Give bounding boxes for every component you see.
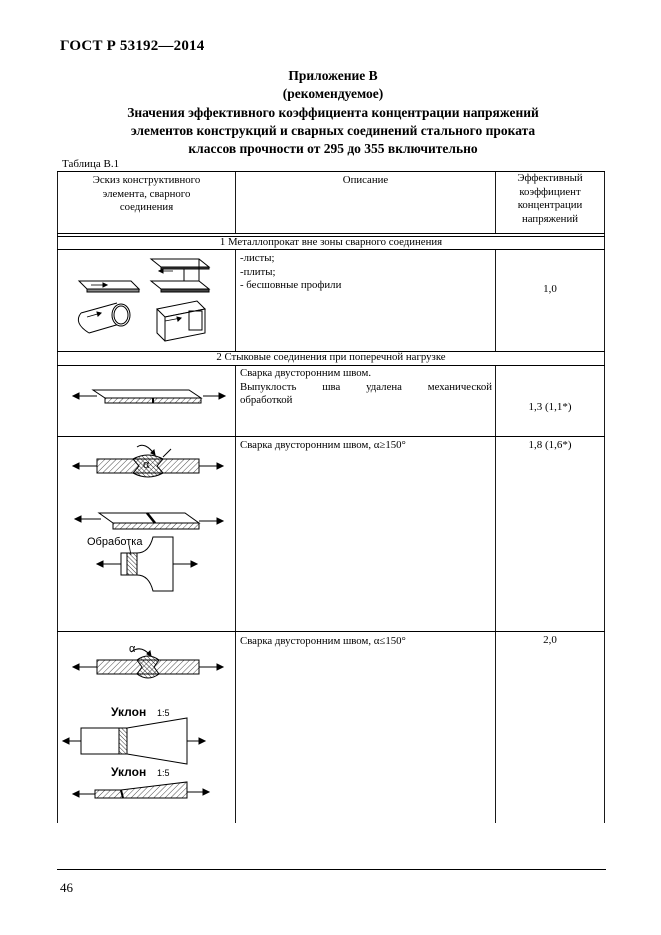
header-description: Описание	[342, 174, 389, 186]
title-line-1: Значения эффективного коэффициента концентрации напряжений	[127, 105, 539, 120]
row2-description: Сварка двусторонним швом, α≥150°	[240, 439, 406, 451]
title-line-3: классов прочности от 295 до 355 включительно	[188, 141, 478, 156]
coefficient-table	[57, 171, 605, 823]
section2-title: 2 Стыковые соединения при поперечной нагрузке	[216, 351, 446, 363]
header-coefficient-line-2: коэффициент	[519, 185, 581, 198]
section1-item-sheets: -листы;	[240, 252, 275, 264]
double-sided-weld-angle-le-sketch	[59, 632, 235, 822]
page-number: 46	[60, 880, 73, 895]
row1-desc-line-3: обработкой	[240, 394, 293, 406]
footer-rule	[57, 869, 606, 870]
header-coefficient-line-4: напряжений	[521, 212, 578, 225]
machined-butt-weld-sketch	[59, 366, 235, 436]
row3-description: Сварка двусторонним швом, α≤150°	[240, 635, 406, 647]
appendix-note: (рекомендуемое)	[282, 86, 384, 101]
row2-machining-label: Обработка	[87, 536, 143, 548]
header-sketch-line-2: элемента, сварного	[102, 187, 191, 200]
header-sketch-line-1: Эскиз конструктивного	[92, 174, 201, 186]
row3-slope-ratio-1: 1:5	[157, 708, 170, 718]
row2-value: 1,8 (1,6*)	[528, 439, 572, 451]
section1-value: 1,0	[543, 283, 557, 295]
rolled-products-sketch	[59, 251, 235, 351]
section1-title: 1 Металлопрокат вне зоны сварного соединения	[219, 236, 443, 248]
double-sided-weld-angle-ge-sketch	[59, 437, 235, 631]
header-sketch	[59, 174, 234, 215]
appendix-title: Приложение В	[288, 68, 378, 83]
row3-slope-label-1: Уклон	[111, 705, 147, 719]
row2-angle-label: α	[143, 459, 150, 471]
row1-description	[240, 367, 492, 408]
row3-angle-label: α	[129, 643, 136, 655]
row3-slope-ratio-2: 1:5	[157, 768, 170, 778]
section1-items	[240, 252, 490, 293]
section1-item-profiles: - бесшовные профили	[240, 279, 342, 291]
row1-value: 1,3 (1,1*)	[528, 401, 572, 413]
header-coefficient-line-3: концентрации	[517, 199, 583, 211]
row1-desc-line-1: Сварка двусторонним швом.	[240, 367, 372, 379]
header-coefficient	[497, 172, 603, 226]
title-line-2: элементов конструкций и сварных соединений стального проката	[130, 123, 536, 138]
table-caption: Таблица В.1	[62, 158, 120, 170]
header-sketch-line-3: соединения	[119, 201, 174, 213]
row3-slope-label-2: Уклон	[111, 765, 147, 779]
document-code: ГОСТ Р 53192—2014	[60, 38, 205, 54]
row3-value: 2,0	[543, 634, 557, 646]
section1-item-plates: -плиты;	[240, 265, 276, 278]
table-title	[60, 104, 606, 158]
row1-desc-line-2: Выпуклость шва удалена механической	[240, 380, 492, 393]
header-coefficient-line-1: Эффективный	[517, 172, 583, 184]
